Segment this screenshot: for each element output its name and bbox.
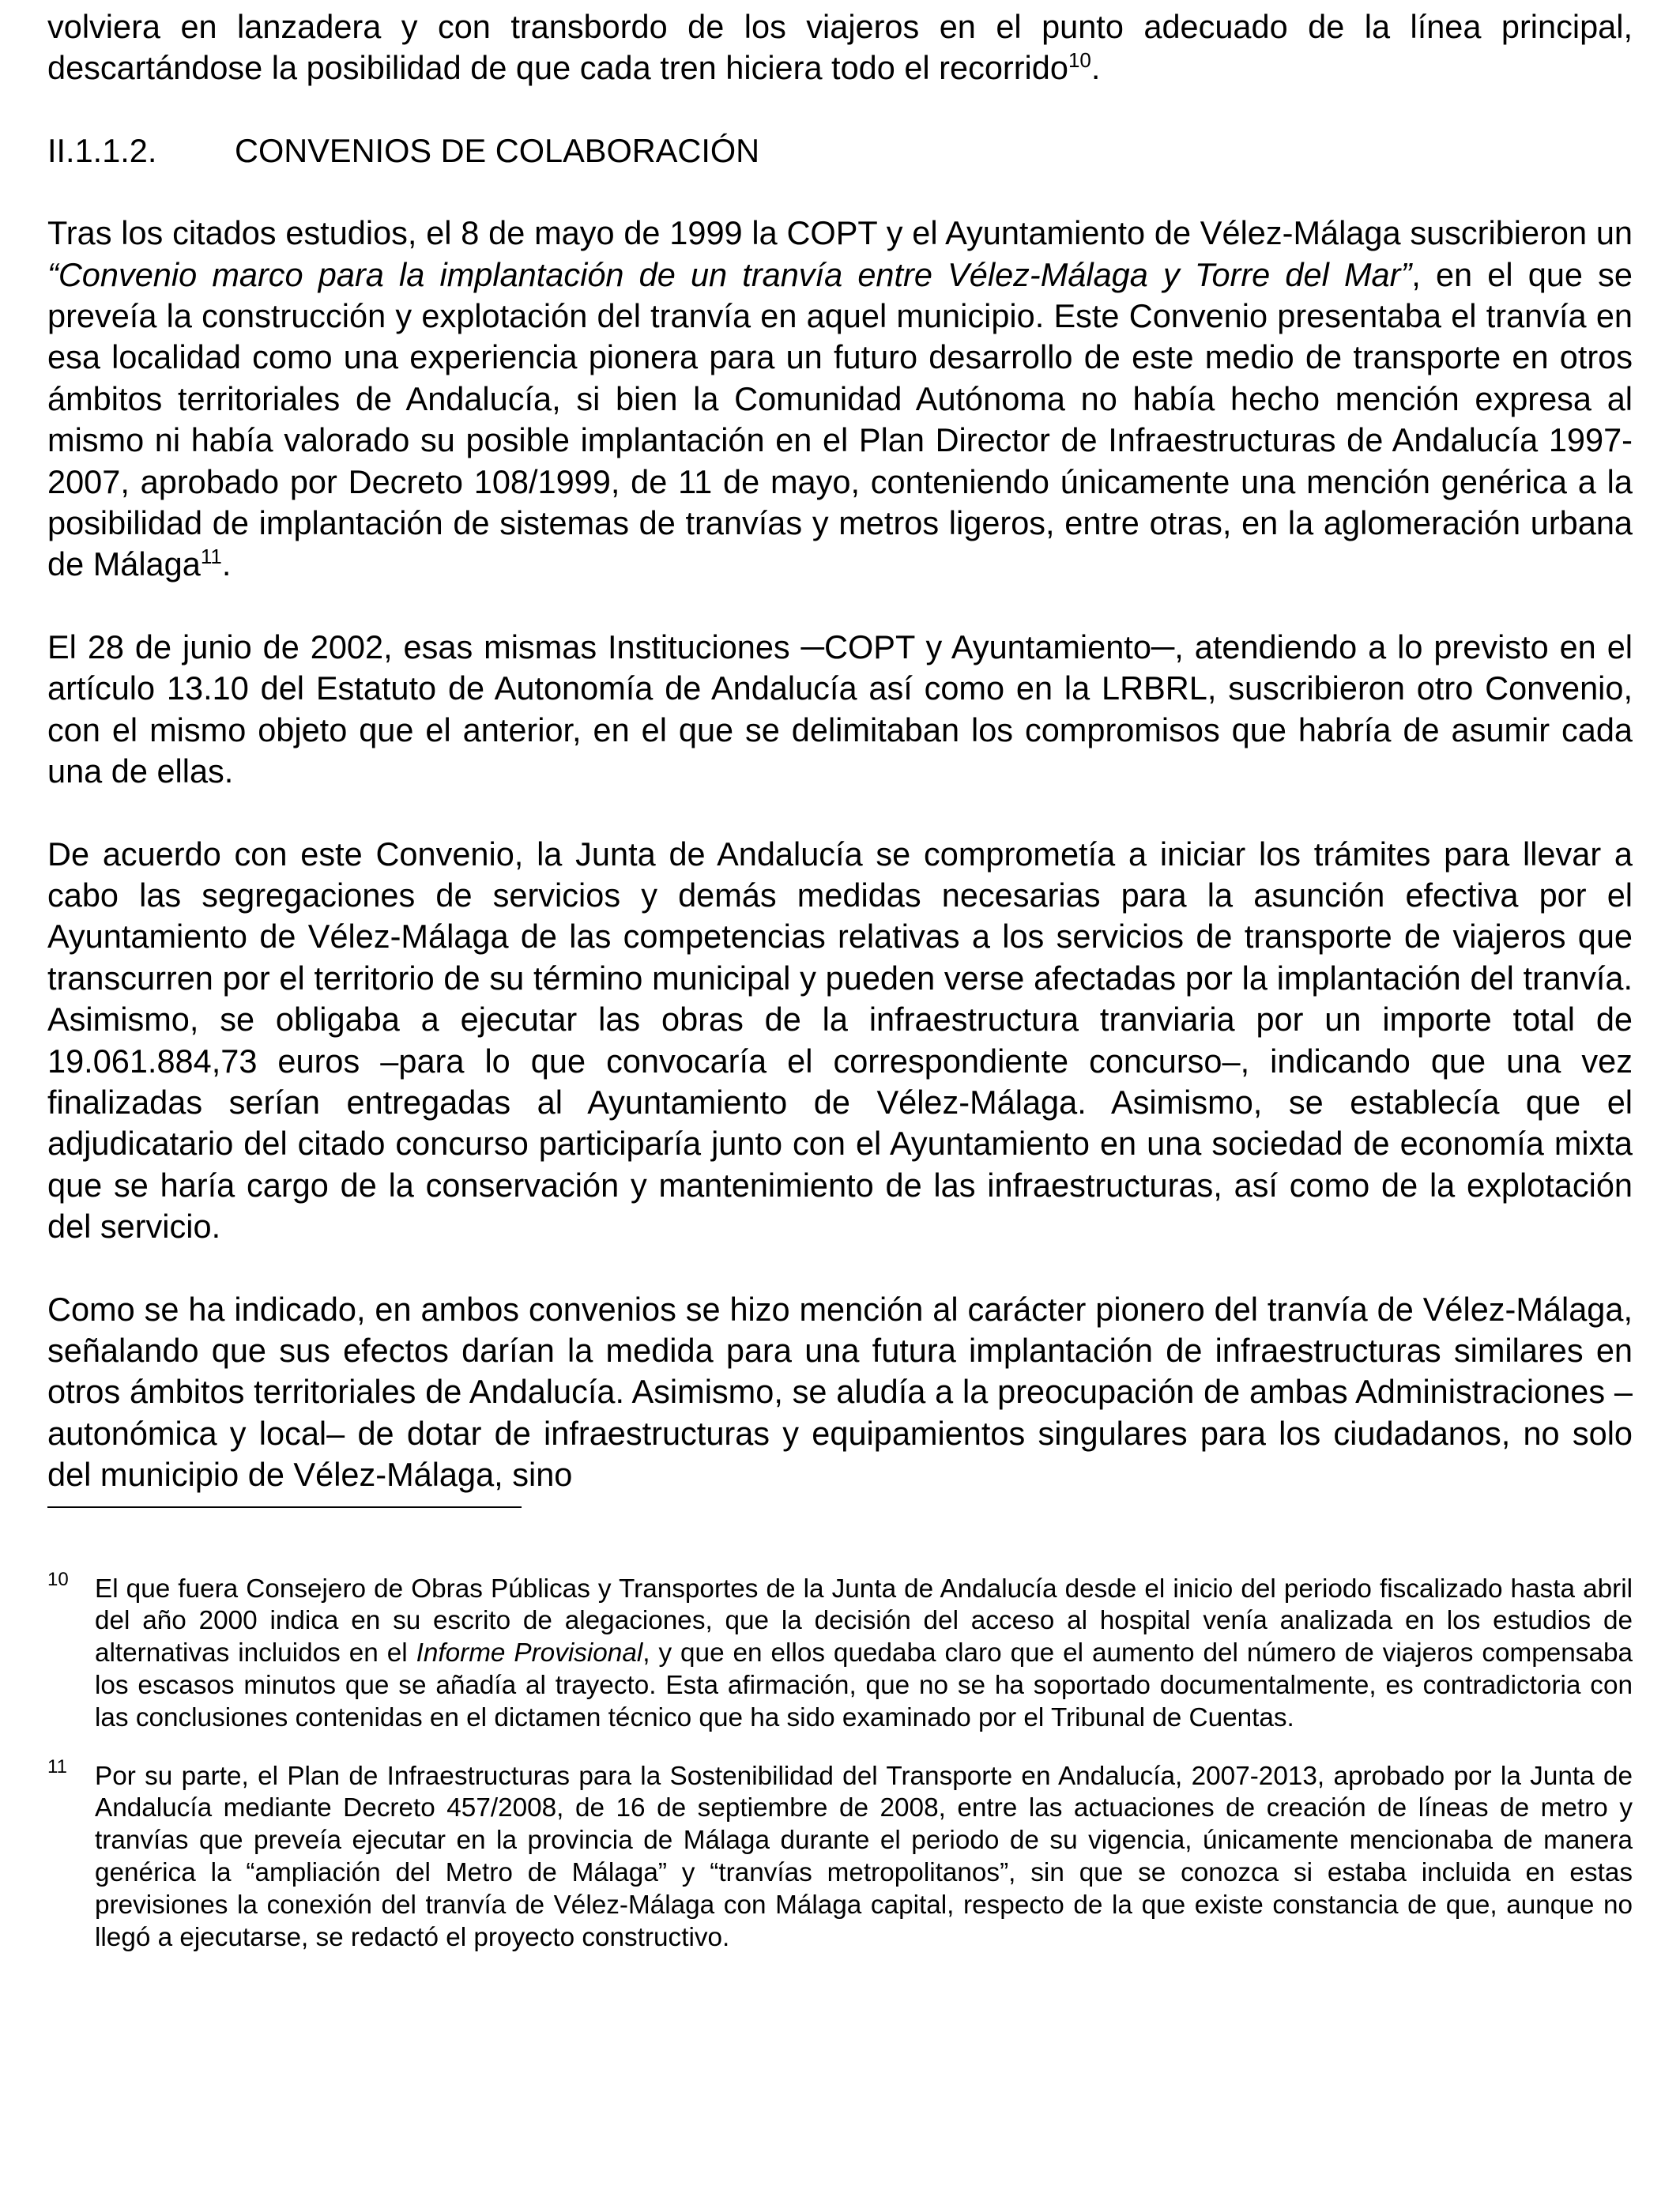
paragraph-compromisos: De acuerdo con este Convenio, la Junta de Andalucía se comprometía a iniciar los trámites para llevar a cabo las segregaciones de servicios y demás medidas necesarias para la asunción efectiva por el Ayuntamiento de Vélez-Málaga de las competencias relativas a los servicios de transporte de viajeros que transcurren por el territorio de su término municipal y pueden verse afectadas por la implantación del tranvía. Asimismo, se obligaba a ejecutar las obras de la infraestructura tranviaria por un importe total de 19.061.884,73 euros –para lo que convocaría el correspondiente concurso–, indicando que una vez finalizadas serían entregadas al Ayuntamiento de Vélez-Málaga. Asimismo, se establecía que el adjudicatario del citado concurso participaría junto con el Ayuntamiento en una sociedad de economía mixta que se haría cargo de la conservación y mantenimiento de las infraestructuras, así como de la explotación del servicio. [47, 835, 1633, 1246]
footnote-ref-11[interactable]: 11 [200, 545, 222, 569]
footnote-separator [47, 1506, 522, 1508]
paragraph-convenio-2002: El 28 de junio de 2002, esas mismas Instituciones ─COPT y Ayuntamiento─, atendiendo a lo previsto en el artículo 13.10 del Estatuto de Autonomía de Andalucía así como en la LRBRL, suscribieron otro Convenio, con el mismo objeto que el anterior, en el que se delimitaban los compromisos que habría de asumir cada una de ellas. [47, 628, 1633, 790]
footnote-text: El que fuera Consejero de Obras Públicas y Transportes de la Junta de Andalucía desde el inicio del periodo fiscalizado hasta abril del año 2000 indica en su escrito de alegaciones, que la decisión del acceso al hospital venía analizada en los estudios de alternativas incluidos en el Informe Provisional, y que en ellos quedaba claro que el aumento del número de viajeros compensaba los escasos minutos que se añadía al trayecto. Esta afirmación, que no se ha soportado documentalmente, es contradictoria con las conclusiones contenidas en el dictamen técnico que ha sido examinado por el Tribunal de Cuentas. [95, 1574, 1633, 1732]
footnote-number: 10 [47, 1568, 69, 1590]
paragraph-caracter-pionero: Como se ha indicado, en ambos convenios se hizo mención al carácter pionero del tranvía de Vélez-Málaga, señalando que sus efectos darían la medida para una futura implantación de infraestructuras similares en otros ámbitos territoriales de Andalucía. Asimismo, se aludía a la preocupación de ambas Administraciones –autonómica y local– de dotar de infraestructuras y equipamientos singulares para los ciudadanos, no solo del municipio de Vélez-Málaga, sino [47, 1290, 1633, 1494]
informe-provisional-italic: Informe Provisional [416, 1638, 643, 1668]
section-number: II.1.1.2. [47, 131, 157, 169]
paragraph-continuation: volviera en lanzadera y con transbordo de los viajeros en el punto adecuado de la línea principal, descartándose la posibilidad de que cada tren hiciera todo el recorrido$^{10}$. [47, 8, 1633, 87]
section-title: CONVENIOS DE COLABORACIÓN [235, 131, 760, 169]
section-heading [47, 130, 1633, 172]
convenio-title-italic: “Convenio marco para la implantación de un tranvía entre Vélez-Málaga y Torre del Mar” [47, 255, 1412, 293]
footnote-11 [47, 1755, 1633, 1955]
paragraph-convenio-marco: Tras los citados estudios, el 8 de mayo de 1999 la COPT y el Ayuntamiento de Vélez-Málaga suscribieron un “Convenio marco para la implantación de un tranvía entre Vélez-Málaga y Torre del Mar”, en el que se preveía la construcción y explotación del tranvía en aquel municipio. Este Convenio presentaba el tranvía en esa localidad como una experiencia pionera para un futuro desarrollo de este medio de transporte en otros ámbitos territoriales de Andalucía, si bien la Comunidad Autónoma no había hecho mención expresa al mismo ni había valorado su posible implantación en el Plan Director de Infraestructuras de Andalucía 1997-2007, aprobado por Decreto 108/1999, de 11 de mayo, conteniendo únicamente una mención genérica a la posibilidad de implantación de sistemas de tranvías y metros ligeros, entre otras, en la aglomeración urbana de Málaga$^{11}$. [47, 214, 1633, 583]
footnote-ref-10[interactable]: 10 [1068, 48, 1091, 73]
footnote-text: Por su parte, el Plan de Infraestructuras para la Sostenibilidad del Transporte en Andalucía, 2007-2013, aprobado por la Junta de Andalucía mediante Decreto 457/2008, de 16 de septiembre de 2008, entre las actuaciones de creación de líneas de metro y tranvías que preveía ejecutar en la provincia de Málaga durante el periodo de su vigencia, únicamente mencionaba de manera genérica la “ampliación del Metro de Málaga” y “tranvías metropolitanos”, sin que se conozca si estaba incluida en estas previsiones la conexión del tranvía de Vélez-Málaga con Málaga capital, respecto de la que existe constancia de que, aunque no llegó a ejecutarse, se redactó el proyecto constructivo. [95, 1761, 1633, 1952]
document-page [47, 6, 1633, 1980]
footnote-number: 11 [47, 1755, 67, 1777]
paragraph-text: volviera en lanzadera y con transbordo de los viajeros en el punto adecuado de la línea principal, descartándose la posibilidad de que cada tren hiciera todo el recorrido [47, 8, 1633, 87]
footnote-10 [47, 1568, 1633, 1735]
